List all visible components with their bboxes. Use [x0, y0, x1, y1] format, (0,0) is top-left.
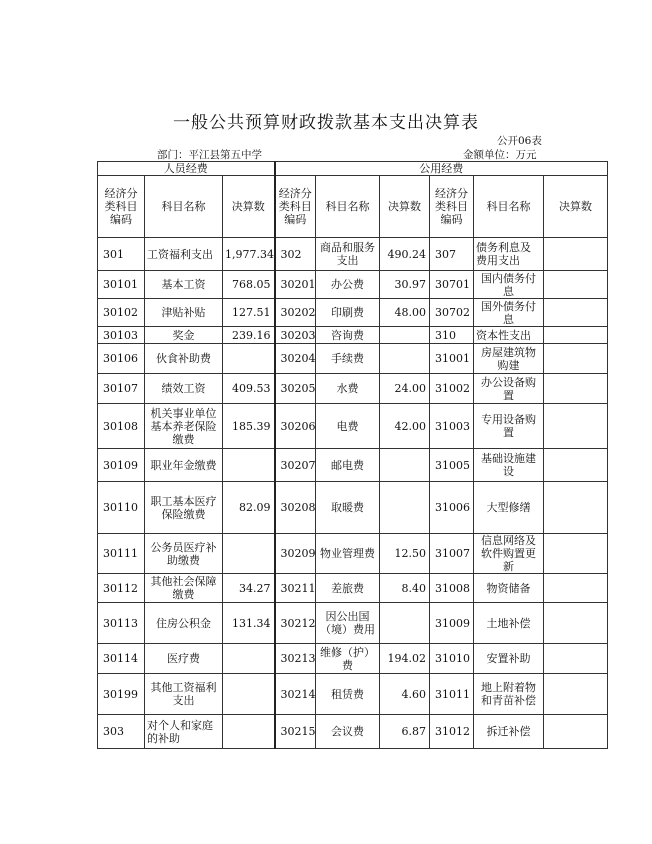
name-cell: 对个人和家庭的补助: [145, 715, 223, 749]
code-cell: 31009: [430, 603, 474, 644]
code-cell: 30211: [275, 574, 316, 603]
name-cell: 地上附着物和青苗补偿: [474, 674, 544, 715]
name-cell: 电费: [316, 404, 380, 449]
code-cell: 31007: [430, 534, 474, 574]
amount-cell: 42.00: [380, 404, 430, 449]
header-name: 科目名称: [145, 176, 223, 238]
code-cell: 30701: [430, 271, 474, 299]
amount-cell: 4.60: [380, 674, 430, 715]
name-cell: 信息网络及软件购置更新: [474, 534, 544, 574]
name-cell: 债务利息及费用支出: [474, 238, 544, 271]
name-cell: 办公费: [316, 271, 380, 299]
code-cell: 31002: [430, 374, 474, 404]
code-cell: 30106: [98, 344, 145, 374]
code-cell: 31008: [430, 574, 474, 603]
code-cell: 30212: [275, 603, 316, 644]
name-cell: 安置补助: [474, 644, 544, 674]
code-cell: 30110: [98, 482, 145, 534]
amount-cell: [544, 449, 608, 482]
code-cell: 31005: [430, 449, 474, 482]
code-cell: 30202: [275, 299, 316, 327]
code-cell: 303: [98, 715, 145, 749]
page-title: 一般公共预算财政拨款基本支出决算表: [173, 113, 479, 133]
name-cell: 土地补偿: [474, 603, 544, 644]
name-cell: 会议费: [316, 715, 380, 749]
code-cell: 31012: [430, 715, 474, 749]
name-cell: 绩效工资: [145, 374, 223, 404]
name-cell: 奖金: [145, 327, 223, 344]
amount-cell: [223, 674, 275, 715]
code-cell: 30215: [275, 715, 316, 749]
name-cell: 水费: [316, 374, 380, 404]
name-cell: 房屋建筑物购建: [474, 344, 544, 374]
amount-cell: 6.87: [380, 715, 430, 749]
amount-cell: [544, 603, 608, 644]
amount-cell: 8.40: [380, 574, 430, 603]
table-row: [98, 644, 608, 674]
amount-cell: 490.24: [380, 238, 430, 271]
expenditure-table: [97, 161, 608, 749]
table-body: [98, 238, 608, 749]
amount-cell: [544, 271, 608, 299]
code-cell: 30114: [98, 644, 145, 674]
code-cell: 31006: [430, 482, 474, 534]
name-cell: 邮电费: [316, 449, 380, 482]
table-row: [98, 299, 608, 327]
code-cell: 30204: [275, 344, 316, 374]
amount-cell: 185.39: [223, 404, 275, 449]
name-cell: 商品和服务支出: [316, 238, 380, 271]
name-cell: 物业管理费: [316, 534, 380, 574]
amount-cell: 194.02: [380, 644, 430, 674]
amount-cell: [380, 327, 430, 344]
amount-cell: [223, 449, 275, 482]
code-cell: 30111: [98, 534, 145, 574]
code-cell: 30113: [98, 603, 145, 644]
amount-cell: 30.97: [380, 271, 430, 299]
group-header-personnel: 人员经费: [98, 162, 275, 176]
name-cell: 国内债务付息: [474, 271, 544, 299]
header-code: 经济分类科目编码: [430, 176, 474, 238]
name-cell: 基本工资: [145, 271, 223, 299]
table-row: [98, 374, 608, 404]
table-row: [98, 449, 608, 482]
header-code: 经济分类科目编码: [275, 176, 316, 238]
amount-cell: [544, 299, 608, 327]
code-cell: 30214: [275, 674, 316, 715]
unit-label: 金额单位：万元: [463, 149, 537, 161]
amount-cell: [544, 327, 608, 344]
code-cell: 31003: [430, 404, 474, 449]
code-cell: 30199: [98, 674, 145, 715]
code-cell: 30209: [275, 534, 316, 574]
code-cell: 30206: [275, 404, 316, 449]
amount-cell: 239.16: [223, 327, 275, 344]
name-cell: 物资储备: [474, 574, 544, 603]
header-amount: 决算数: [223, 176, 275, 238]
table-row: [98, 344, 608, 374]
code-cell: 31001: [430, 344, 474, 374]
name-cell: 工资福利支出: [145, 238, 223, 271]
name-cell: 职业年金缴费: [145, 449, 223, 482]
amount-cell: [544, 674, 608, 715]
code-cell: 30205: [275, 374, 316, 404]
code-cell: 30702: [430, 299, 474, 327]
code-cell: 30203: [275, 327, 316, 344]
amount-cell: [223, 644, 275, 674]
code-cell: 302: [275, 238, 316, 271]
name-cell: 公务员医疗补助缴费: [145, 534, 223, 574]
amount-cell: [544, 534, 608, 574]
form-number: 公开06表: [497, 135, 542, 147]
header-name: 科目名称: [474, 176, 544, 238]
amount-cell: [223, 534, 275, 574]
name-cell: 大型修缮: [474, 482, 544, 534]
amount-cell: [380, 482, 430, 534]
table-row: [98, 482, 608, 534]
table-row: [98, 271, 608, 299]
amount-cell: [223, 715, 275, 749]
code-cell: 30101: [98, 271, 145, 299]
amount-cell: 127.51: [223, 299, 275, 327]
code-cell: 301: [98, 238, 145, 271]
amount-cell: [380, 449, 430, 482]
code-cell: 30208: [275, 482, 316, 534]
header-code: 经济分类科目编码: [98, 176, 145, 238]
table-row: [98, 715, 608, 749]
amount-cell: 1,977.34: [223, 238, 275, 271]
code-cell: 30207: [275, 449, 316, 482]
name-cell: 印刷费: [316, 299, 380, 327]
name-cell: 医疗费: [145, 644, 223, 674]
name-cell: 拆迁补偿: [474, 715, 544, 749]
amount-cell: [544, 715, 608, 749]
amount-cell: 48.00: [380, 299, 430, 327]
amount-cell: [544, 574, 608, 603]
amount-cell: [544, 404, 608, 449]
group-header-public: 公用经费: [275, 162, 608, 176]
amount-cell: 409.53: [223, 374, 275, 404]
amount-cell: 12.50: [380, 534, 430, 574]
name-cell: 住房公积金: [145, 603, 223, 644]
name-cell: 取暖费: [316, 482, 380, 534]
amount-cell: [544, 374, 608, 404]
table-row: [98, 674, 608, 715]
amount-cell: 34.27: [223, 574, 275, 603]
name-cell: 资本性支出: [474, 327, 544, 344]
code-cell: 30213: [275, 644, 316, 674]
department-label: 部门：平江县第五中学: [157, 149, 262, 161]
table-row: [98, 404, 608, 449]
code-cell: 30112: [98, 574, 145, 603]
name-cell: 租赁费: [316, 674, 380, 715]
name-cell: 职工基本医疗保险缴费: [145, 482, 223, 534]
header-amount: 决算数: [380, 176, 430, 238]
amount-cell: [544, 344, 608, 374]
amount-cell: [544, 238, 608, 271]
name-cell: 国外债务付息: [474, 299, 544, 327]
code-cell: 31010: [430, 644, 474, 674]
name-cell: 专用设备购置: [474, 404, 544, 449]
code-cell: 30108: [98, 404, 145, 449]
name-cell: 手续费: [316, 344, 380, 374]
amount-cell: [544, 644, 608, 674]
name-cell: 其他工资福利支出: [145, 674, 223, 715]
code-cell: 31011: [430, 674, 474, 715]
name-cell: 差旅费: [316, 574, 380, 603]
header-amount: 决算数: [544, 176, 608, 238]
amount-cell: [223, 344, 275, 374]
header-name: 科目名称: [316, 176, 380, 238]
name-cell: 基础设施建设: [474, 449, 544, 482]
table-row: [98, 534, 608, 574]
name-cell: 机关事业单位基本养老保险缴费: [145, 404, 223, 449]
code-cell: 307: [430, 238, 474, 271]
name-cell: 津贴补贴: [145, 299, 223, 327]
code-cell: 30109: [98, 449, 145, 482]
amount-cell: [380, 603, 430, 644]
code-cell: 30102: [98, 299, 145, 327]
name-cell: 咨询费: [316, 327, 380, 344]
code-cell: 30107: [98, 374, 145, 404]
name-cell: 因公出国（境）费用: [316, 603, 380, 644]
name-cell: 办公设备购置: [474, 374, 544, 404]
amount-cell: 82.09: [223, 482, 275, 534]
amount-cell: [380, 344, 430, 374]
table-row: [98, 238, 608, 271]
code-cell: 30103: [98, 327, 145, 344]
amount-cell: 768.05: [223, 271, 275, 299]
table-row: [98, 574, 608, 603]
amount-cell: [544, 482, 608, 534]
code-cell: 310: [430, 327, 474, 344]
name-cell: 其他社会保障缴费: [145, 574, 223, 603]
code-cell: 30201: [275, 271, 316, 299]
amount-cell: 131.34: [223, 603, 275, 644]
name-cell: 维修（护）费: [316, 644, 380, 674]
table-row: [98, 327, 608, 344]
name-cell: 伙食补助费: [145, 344, 223, 374]
table-row: [98, 603, 608, 644]
amount-cell: 24.00: [380, 374, 430, 404]
